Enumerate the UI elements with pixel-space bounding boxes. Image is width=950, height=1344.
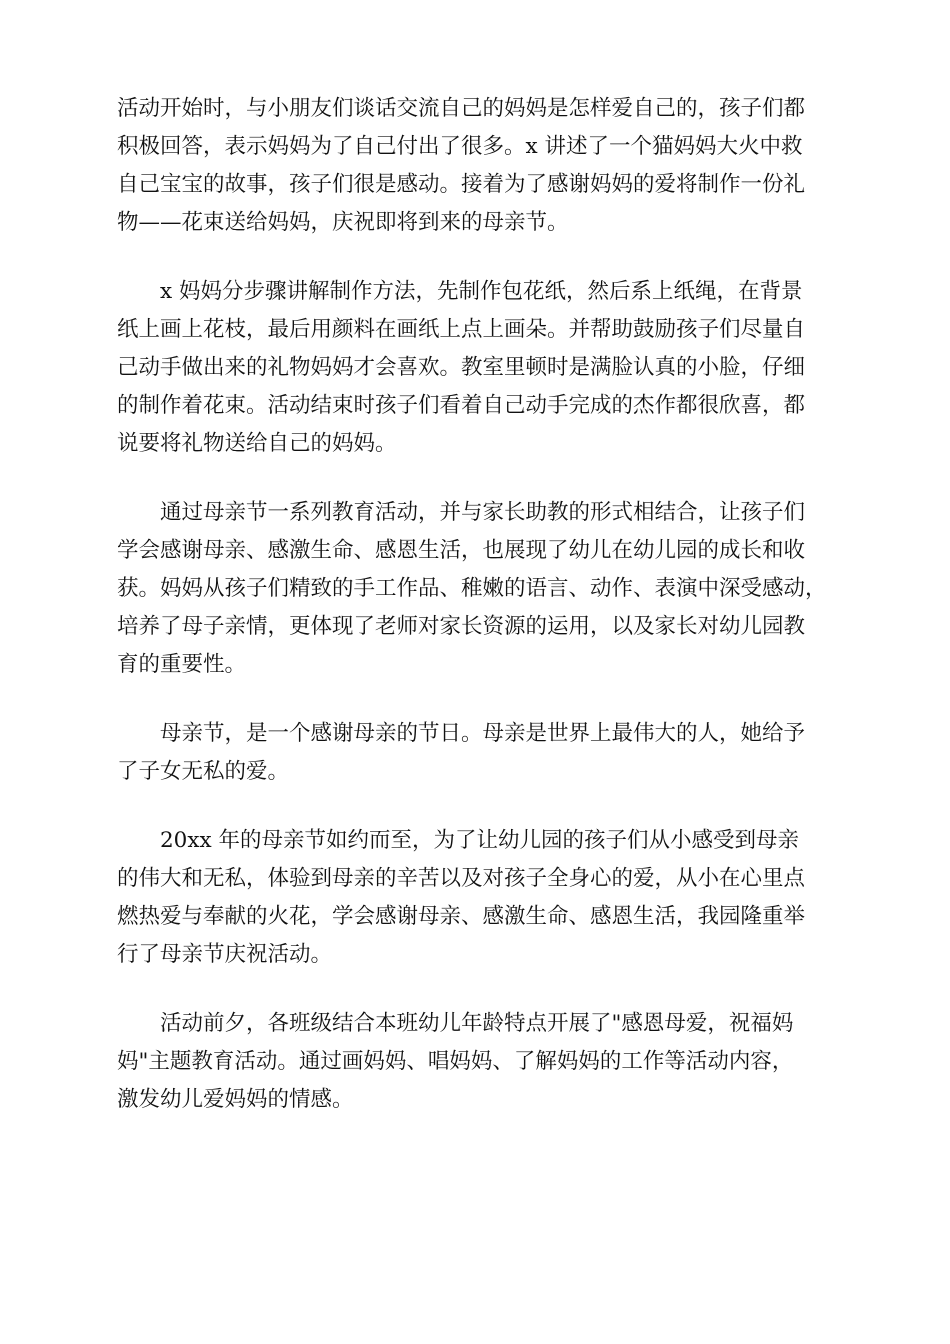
text-line: 育的重要性。 bbox=[117, 652, 247, 677]
text-line: x 妈妈分步骤讲解制作方法，先制作包花纸，然后系上纸绳，在背景 bbox=[160, 279, 803, 304]
text-line: 纸上画上花枝，最后用颜料在画纸上点上画朵。并帮助鼓励孩子们尽量自 bbox=[117, 317, 806, 342]
text-line: 通过母亲节一系列教育活动，并与家长助教的形式相结合，让孩子们 bbox=[160, 500, 806, 525]
text-line: 说要将礼物送给自己的妈妈。 bbox=[117, 431, 397, 456]
text-line: 行了母亲节庆祝活动。 bbox=[117, 942, 333, 967]
text-line: 的伟大和无私，体验到母亲的辛苦以及对孩子全身心的爱，从小在心里点 bbox=[117, 866, 806, 891]
paragraph-gap bbox=[117, 463, 837, 494]
paragraph-4 bbox=[117, 715, 837, 791]
text-line: 培养了母子亲情，更体现了老师对家长资源的运用，以及家长对幼儿园教 bbox=[117, 614, 806, 639]
text-line: 积极回答，表示妈妈为了自己付出了很多。x 讲述了一个猫妈妈大火中救 bbox=[117, 134, 803, 159]
text-line: 自己宝宝的故事，孩子们很是感动。接着为了感谢妈妈的爱将制作一份礼 bbox=[117, 172, 806, 197]
text-line: 物——花束送给妈妈，庆祝即将到来的母亲节。 bbox=[117, 210, 569, 235]
text-line: 活动前夕，各班级结合本班幼儿年龄特点开展了"感恩母爱，祝福妈 bbox=[160, 1011, 794, 1036]
text-line: 学会感谢母亲、感激生命、感恩生活，也展现了幼儿在幼儿园的成长和收 bbox=[117, 538, 806, 563]
paragraph-6 bbox=[117, 1005, 837, 1119]
text-line: 己动手做出来的礼物妈妈才会喜欢。教室里顿时是满脸认真的小脸，仔细 bbox=[117, 355, 806, 380]
text-line: 母亲节，是一个感谢母亲的节日。母亲是世界上最伟大的人，她给予 bbox=[160, 721, 806, 746]
text-line: 激发幼儿爱妈妈的情感。 bbox=[117, 1087, 354, 1112]
paragraph-gap bbox=[117, 684, 837, 715]
text-line: 活动开始时，与小朋友们谈话交流自己的妈妈是怎样爱自己的，孩子们都 bbox=[117, 96, 806, 121]
document-body bbox=[117, 90, 837, 1119]
text-line: 了子女无私的爱。 bbox=[117, 759, 290, 784]
text-line: 燃热爱与奉献的火花，学会感谢母亲、感激生命、感恩生活，我园隆重举 bbox=[117, 904, 806, 929]
paragraph-2 bbox=[117, 273, 837, 463]
text-line: 的制作着花束。活动结束时孩子们看着自己动手完成的杰作都很欣喜，都 bbox=[117, 393, 806, 418]
paragraph-gap bbox=[117, 974, 837, 1005]
paragraph-gap bbox=[117, 791, 837, 822]
paragraph-5 bbox=[117, 822, 837, 974]
text-line: 获。妈妈从孩子们精致的手工作品、稚嫩的语言、动作、表演中深受感动， bbox=[117, 576, 827, 601]
paragraph-gap bbox=[117, 242, 837, 273]
text-line: 20xx 年的母亲节如约而至，为了让幼儿园的孩子们从小感受到母亲 bbox=[160, 828, 799, 853]
paragraph-1 bbox=[117, 90, 837, 242]
text-line: 妈"主题教育活动。通过画妈妈、唱妈妈、了解妈妈的工作等活动内容， bbox=[117, 1049, 794, 1074]
paragraph-3 bbox=[117, 494, 837, 684]
